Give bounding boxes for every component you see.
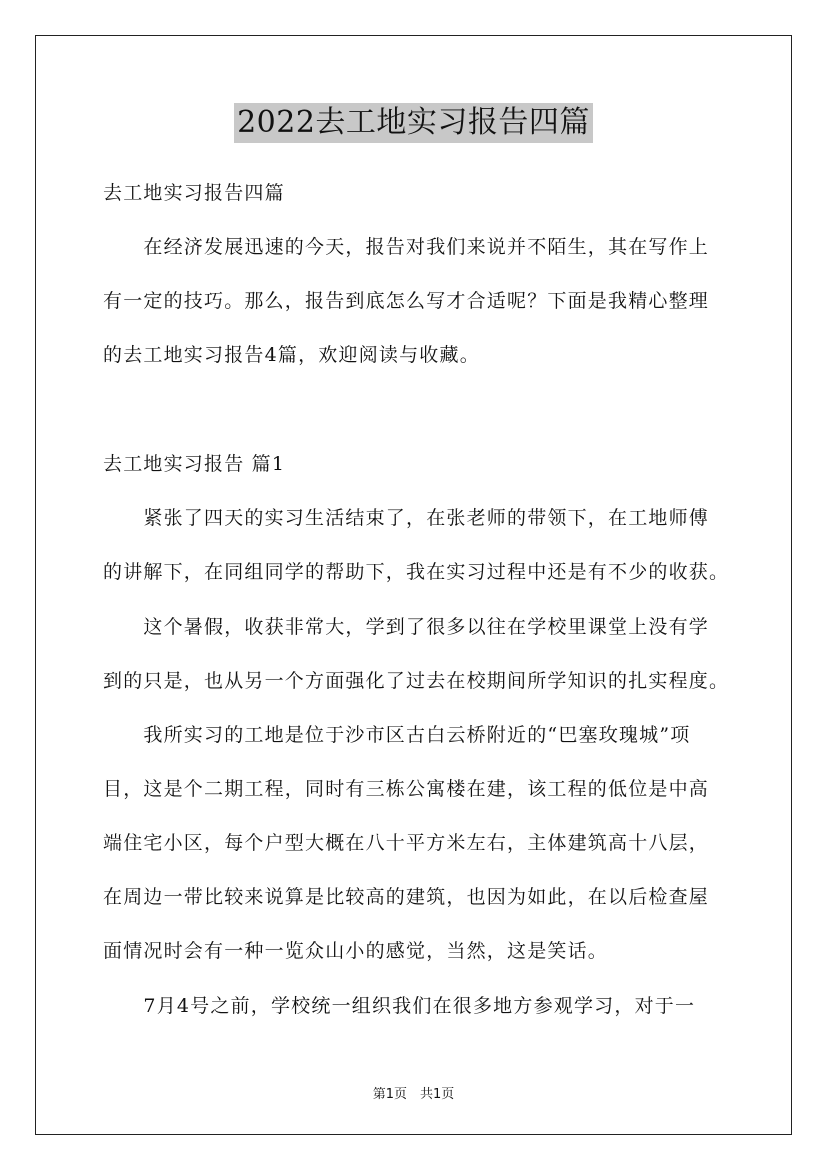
paragraph-line: 这个暑假，收获非常大，学到了很多以往在学校里课堂上没有学 xyxy=(103,616,710,638)
paragraph-line: 目，这是个二期工程，同时有三栋公寓楼在建，该工程的低位是中高 xyxy=(103,778,710,800)
section-heading: 去工地实习报告 篇1 xyxy=(103,453,286,475)
paragraph-line: 有一定的技巧。那么，报告到底怎么写才合适呢？下面是我精心整理 xyxy=(103,290,710,312)
paragraph-line: 在周边一带比较来说算是比较高的建筑，也因为如此，在以后检查屋 xyxy=(103,886,710,908)
title-container xyxy=(0,103,827,143)
page-number: 第1页 共1页 xyxy=(372,1087,455,1102)
paragraph-line: 我所实习的工地是位于沙市区古白云桥附近的“巴塞玫瑰城”项 xyxy=(103,724,691,746)
paragraph-line: 端住宅小区，每个户型大概在八十平方米左右，主体建筑高十八层， xyxy=(103,832,710,854)
paragraph-line: 到的只是，也从另一个方面强化了过去在校期间所学知识的扎实程度。 xyxy=(103,670,730,692)
paragraph-line: 在经济发展迅速的今天，报告对我们来说并不陌生，其在写作上 xyxy=(103,236,710,258)
paragraph-line: 的去工地实习报告4篇，欢迎阅读与收藏。 xyxy=(103,344,480,366)
paragraph-line: 面情况时会有一种一览众山小的感觉，当然，这是笑话。 xyxy=(103,940,609,962)
paragraph-line: 紧张了四天的实习生活结束了，在张老师的带领下，在工地师傅 xyxy=(103,507,710,529)
document-title: 2022去工地实习报告四篇 xyxy=(234,103,593,143)
paragraph-line: 的讲解下，在同组同学的帮助下，我在实习过程中还是有不少的收获。 xyxy=(103,561,730,583)
section-heading: 去工地实习报告四篇 xyxy=(103,182,285,204)
paragraph-line: 7月4号之前，学校统一组织我们在很多地方参观学习，对于一 xyxy=(103,995,696,1017)
